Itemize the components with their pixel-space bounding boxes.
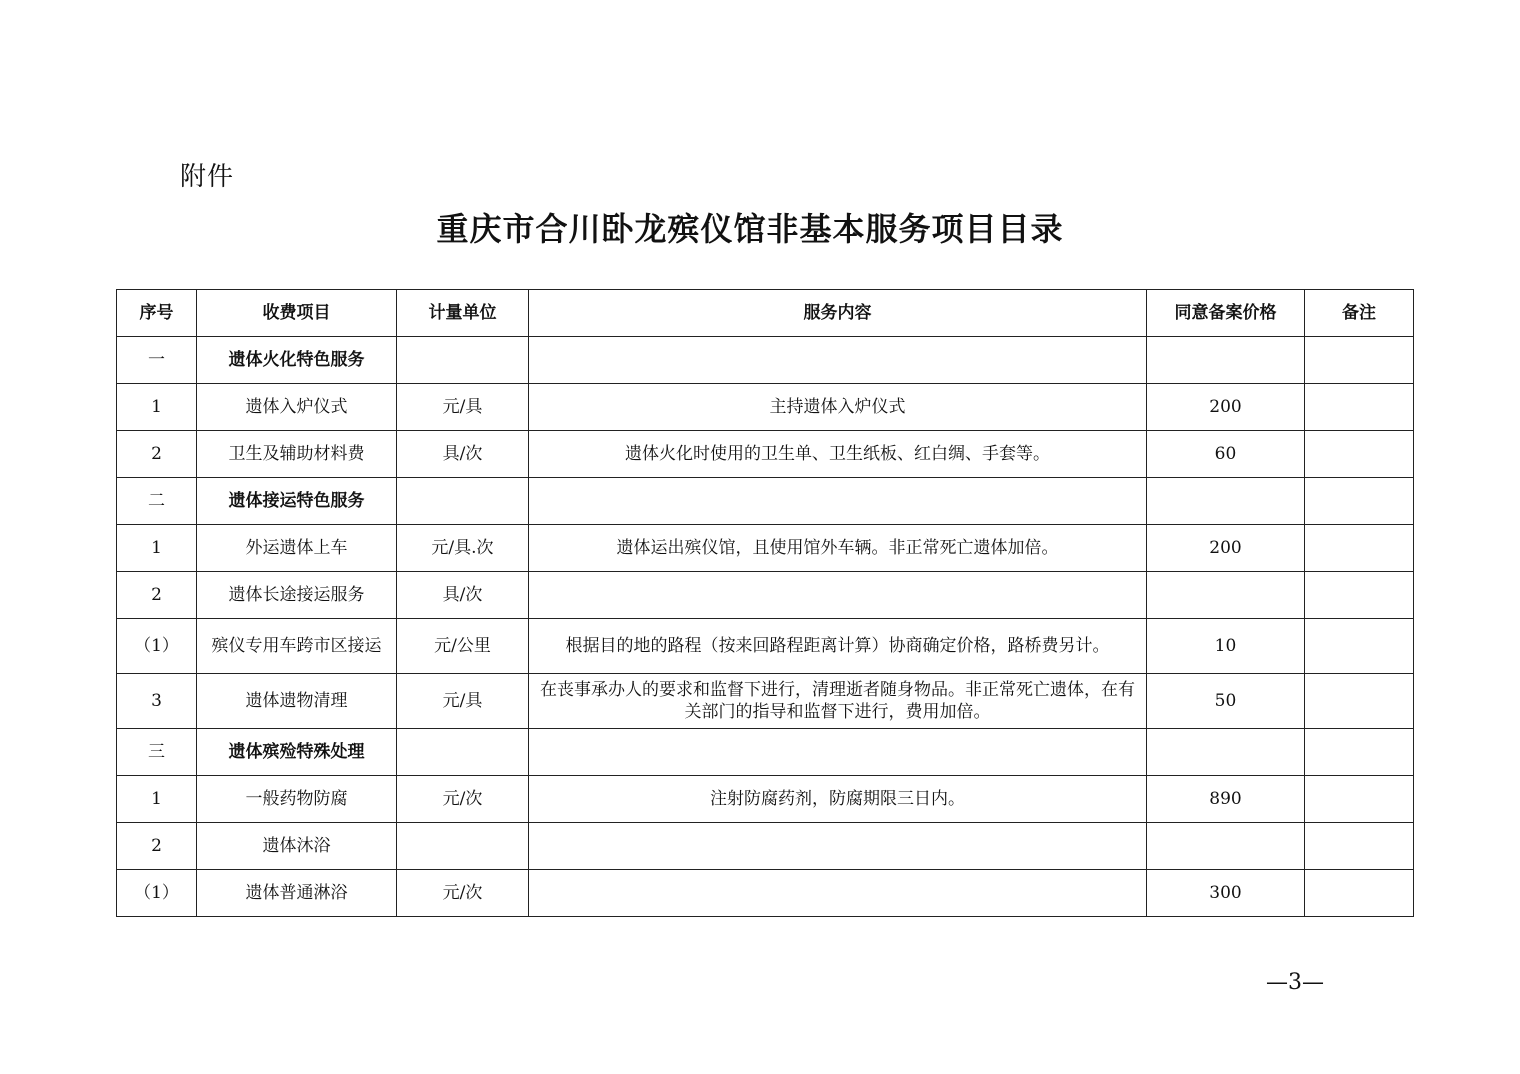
cell-unit: 元/公里 [397,619,529,674]
cell-content: 遗体运出殡仪馆，且使用馆外车辆。非正常死亡遗体加倍。 [529,525,1147,572]
cell-note [1305,525,1414,572]
cell-no: （1） [117,870,197,917]
cell-no: 2 [117,572,197,619]
cell-note [1305,776,1414,823]
cell-note [1305,337,1414,384]
cell-note [1305,431,1414,478]
cell-item: 遗体火化特色服务 [197,337,397,384]
cell-no: 1 [117,525,197,572]
cell-item: 遗体遗物清理 [197,674,397,729]
table-row [117,431,1414,478]
document-title: 重庆市合川卧龙殡仪馆非基本服务项目目录 [436,210,1064,248]
cell-no: 一 [117,337,197,384]
cell-no: 1 [117,776,197,823]
section-row [117,337,1414,384]
cell-content [529,572,1147,619]
cell-price: 300 [1147,870,1305,917]
cell-note [1305,619,1414,674]
cell-no: 三 [117,729,197,776]
cell-price: 200 [1147,525,1305,572]
cell-content: 根据目的地的路程（按来回路程距离计算）协商确定价格，路桥费另计。 [529,619,1147,674]
cell-unit: 元/次 [397,870,529,917]
table-row [117,572,1414,619]
cell-price [1147,572,1305,619]
cell-unit: 具/次 [397,431,529,478]
cell-item: 卫生及辅助材料费 [197,431,397,478]
cell-price [1147,337,1305,384]
cell-item: 遗体接运特色服务 [197,478,397,525]
cell-price: 890 [1147,776,1305,823]
cell-content [529,823,1147,870]
section-row [117,478,1414,525]
cell-content: 注射防腐药剂，防腐期限三日内。 [529,776,1147,823]
cell-price [1147,478,1305,525]
attachment-label: 附件 [180,162,235,192]
table-row [117,870,1414,917]
cell-no: 3 [117,674,197,729]
cell-item: 遗体普通淋浴 [197,870,397,917]
service-fee-table [116,289,1414,917]
cell-item: 一般药物防腐 [197,776,397,823]
header-item: 收费项目 [197,290,397,337]
cell-note [1305,478,1414,525]
cell-note [1305,823,1414,870]
cell-unit: 元/次 [397,776,529,823]
cell-content: 主持遗体入炉仪式 [529,384,1147,431]
cell-note [1305,572,1414,619]
cell-content [529,870,1147,917]
cell-no: （1） [117,619,197,674]
cell-item: 遗体长途接运服务 [197,572,397,619]
table-row [117,525,1414,572]
cell-content: 在丧事承办人的要求和监督下进行，清理逝者随身物品。非正常死亡遗体，在有关部门的指导和监督下进行，费用加倍。 [529,674,1147,729]
cell-price: 50 [1147,674,1305,729]
table-row [117,674,1414,729]
cell-content: 遗体火化时使用的卫生单、卫生纸板、红白绸、手套等。 [529,431,1147,478]
cell-unit [397,478,529,525]
cell-item: 外运遗体上车 [197,525,397,572]
cell-note [1305,729,1414,776]
cell-item: 遗体殡殓特殊处理 [197,729,397,776]
table-row [117,384,1414,431]
table-row [117,823,1414,870]
table-body [117,337,1414,917]
cell-item: 遗体沐浴 [197,823,397,870]
cell-note [1305,870,1414,917]
cell-unit: 具/次 [397,572,529,619]
header-unit: 计量单位 [397,290,529,337]
cell-unit: 元/具 [397,384,529,431]
cell-unit [397,337,529,384]
cell-no: 2 [117,431,197,478]
cell-unit: 元/具.次 [397,525,529,572]
cell-note [1305,674,1414,729]
table-row [117,776,1414,823]
cell-content [529,478,1147,525]
cell-item: 遗体入炉仪式 [197,384,397,431]
cell-price: 60 [1147,431,1305,478]
header-content: 服务内容 [529,290,1147,337]
table-row [117,619,1414,674]
cell-note [1305,384,1414,431]
cell-price [1147,729,1305,776]
section-row [117,729,1414,776]
cell-content [529,337,1147,384]
cell-no: 1 [117,384,197,431]
cell-no: 二 [117,478,197,525]
page-number: —3— [1266,970,1324,995]
cell-item: 殡仪专用车跨市区接运 [197,619,397,674]
header-price: 同意备案价格 [1147,290,1305,337]
cell-price: 10 [1147,619,1305,674]
cell-price [1147,823,1305,870]
cell-unit: 元/具 [397,674,529,729]
cell-price: 200 [1147,384,1305,431]
cell-unit [397,823,529,870]
cell-unit [397,729,529,776]
header-no: 序号 [117,290,197,337]
cell-content [529,729,1147,776]
header-note: 备注 [1305,290,1414,337]
table-header-row [117,290,1414,337]
cell-no: 2 [117,823,197,870]
